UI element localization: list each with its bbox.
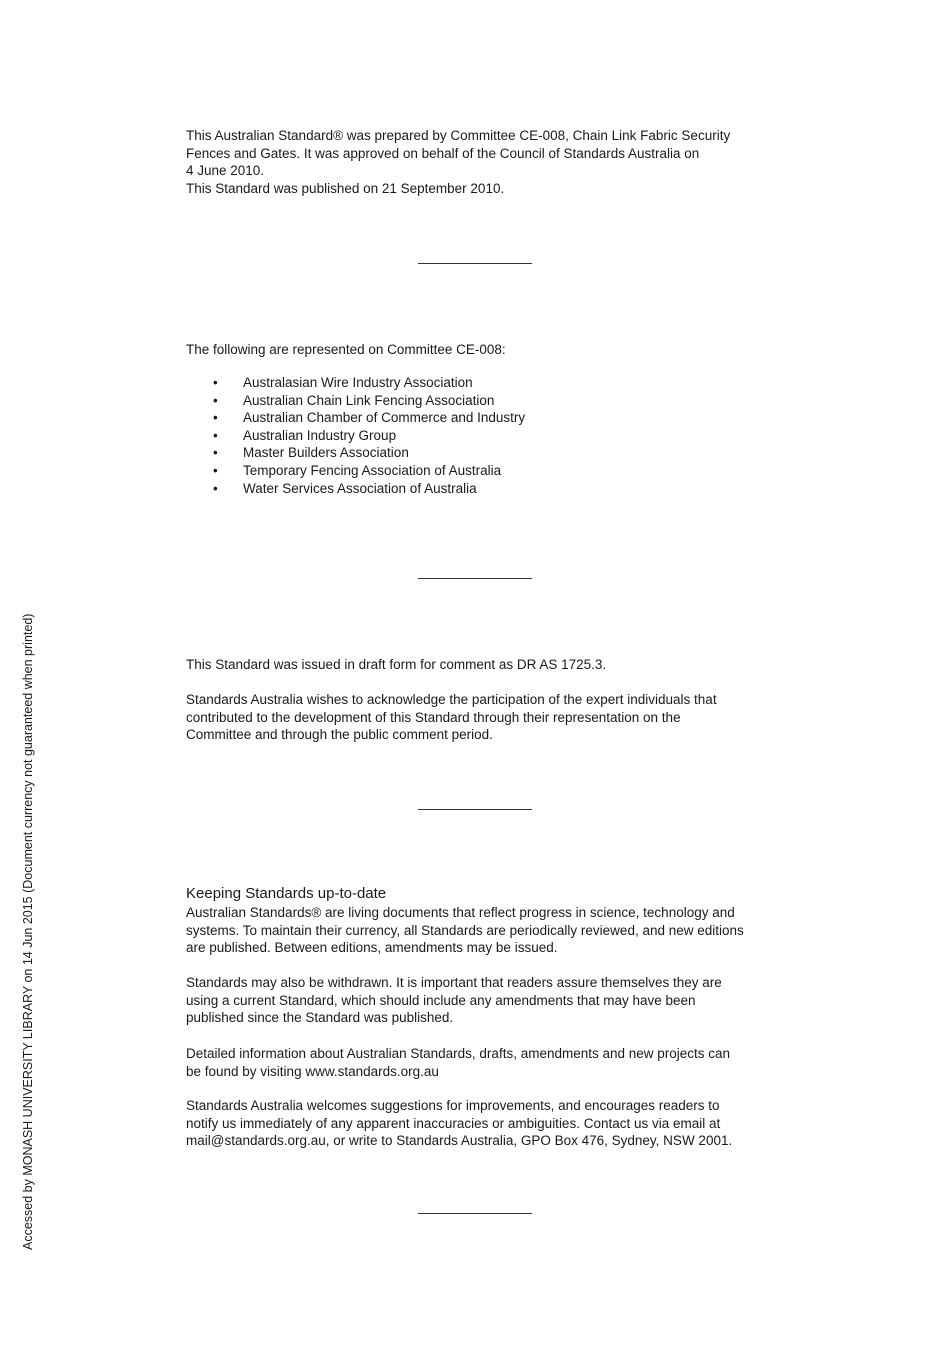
section-divider [418,809,532,810]
website-paragraph [186,1045,776,1080]
preparation-paragraph [186,127,776,197]
paragraph-line: be found by visiting www.standards.org.au [186,1063,439,1079]
preparation-line: 4 June 2010. [186,163,265,179]
draft-notice: This Standard was issued in draft form for comment as DR AS 1725.3. [186,657,607,672]
section-divider [418,578,532,579]
acknowledgement-paragraph [186,691,776,744]
committee-member [186,444,525,462]
committee-intro: The following are represented on Committee CE-008: [186,342,506,357]
committee-member [186,427,525,445]
committee-member-name: Australian Chamber of Commerce and Industry [243,410,526,426]
paragraph-line: notify us immediately of any apparent inaccuracies or ambiguities. Contact us via email at [186,1115,721,1131]
living-documents-paragraph [186,904,776,957]
contact-paragraph [186,1097,776,1150]
section-heading: Keeping Standards up-to-date [186,885,387,902]
bullet-icon: • [213,410,218,426]
publication-date-line: This Standard was published on 21 September 2010. [186,180,505,196]
committee-member-name: Australasian Wire Industry Association [243,375,473,390]
committee-member-name: Temporary Fencing Association of Australia [243,462,502,478]
section-divider [418,263,532,264]
acknowledgement-line: contributed to the development of this Standard through their representation on the [186,709,681,725]
paragraph-line: mail@standards.org.au, or write to Standards Australia, GPO Box 476, Sydney, NSW 2001. [186,1133,733,1149]
committee-member-name: Australian Industry Group [243,427,397,443]
committee-member-list [186,374,525,497]
committee-member-name: Australian Chain Link Fencing Association [243,392,495,408]
committee-member [186,480,525,498]
preparation-line: Fences and Gates. It was approved on behalf of the Council of Standards Australia on [186,145,700,161]
paragraph-line: Standards may also be withdrawn. It is important that readers assure themselves they are [186,975,722,990]
acknowledgement-line: Committee and through the public comment period. [186,727,493,743]
bullet-icon: • [213,427,218,443]
paragraph-line: published since the Standard was published. [186,1010,454,1026]
paragraph-line: are published. Between editions, amendments may be issued. [186,940,558,956]
committee-member-name: Master Builders Association [243,445,409,461]
withdrawal-paragraph [186,974,776,1027]
committee-member [186,392,525,410]
section-divider [418,1213,532,1214]
committee-member [186,462,525,480]
access-note: Accessed by MONASH UNIVERSITY LIBRARY on 14 Jun 2015 (Document currency not guaranteed when printed) [21,613,35,1250]
bullet-icon: • [213,375,218,390]
committee-member-name: Water Services Association of Australia [243,480,477,496]
bullet-icon: • [213,480,218,496]
bullet-icon: • [213,462,218,478]
committee-member [186,374,525,392]
paragraph-line: using a current Standard, which should include any amendments that may have been [186,992,696,1008]
acknowledgement-line: Standards Australia wishes to acknowledge the participation of the expert individuals that [186,692,717,707]
paragraph-line: systems. To maintain their currency, all Standards are periodically reviewed, and new editions [186,922,744,938]
preparation-line: This Australian Standard® was prepared by Committee CE-008, Chain Link Fabric Security [186,128,731,143]
paragraph-line: Australian Standards® are living documents that reflect progress in science, technology and [186,905,735,920]
bullet-icon: • [213,392,218,408]
bullet-icon: • [213,445,218,461]
paragraph-line: Standards Australia welcomes suggestions for improvements, and encourages readers to [186,1098,720,1113]
paragraph-line: Detailed information about Australian Standards, drafts, amendments and new projects can [186,1046,731,1061]
committee-member [186,409,525,427]
